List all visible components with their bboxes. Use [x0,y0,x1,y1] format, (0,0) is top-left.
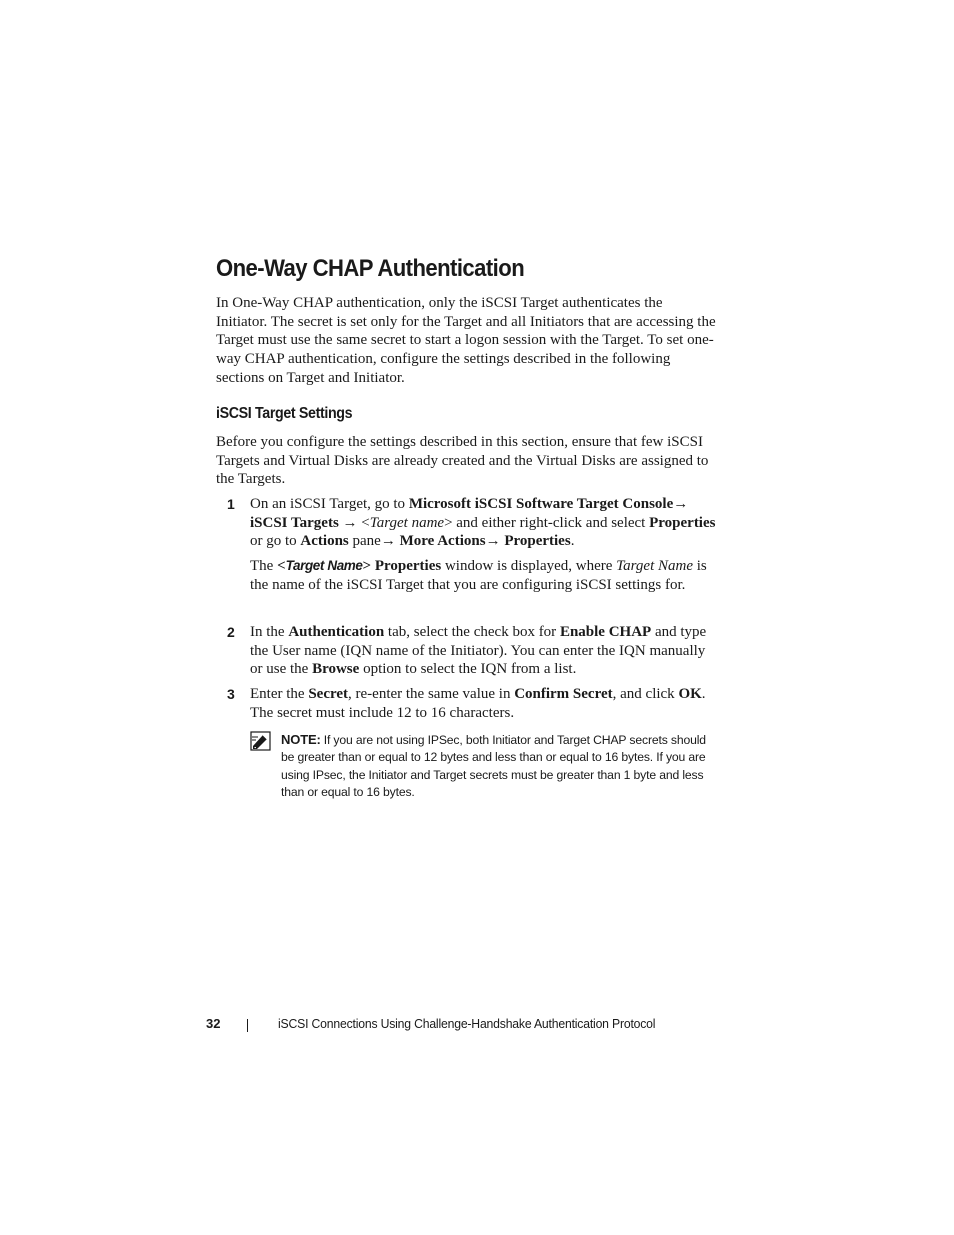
step-1-number: 1 [227,496,235,512]
footer-separator [247,1019,248,1032]
step-3-text: Enter the Secret, re-enter the same value in Confirm Secret, and click OK. The secret must include 12 to 16 characters. [250,686,706,721]
note-label: NOTE: [281,732,321,747]
step-2-text: In the Authentication tab, select the check box for Enable CHAP and type the User name (IQN name of the Initiator). You can enter the IQN manually or use the Browse option to select the IQN from a list. [250,624,707,678]
subsection-intro: Before you configure the settings described in this section, ensure that few iSCSI Targets and Virtual Disks are already created and the Virtual Disks are assigned to the Targets. [216,434,709,488]
section-title: One-Way CHAP Authentication [216,255,525,282]
note-text: NOTE: If you are not using IPSec, both Initiator and Target CHAP secrets should be greater than or equal to 12 bytes and less than or equal to 16 bytes. If you are using IPsec, the Initiator and Target secrets must be greater than 1 byte and less than or equal to 16 bytes. [281,732,706,800]
step-1-text: On an iSCSI Target, go to Microsoft iSCSI Software Target Console→ iSCSI Targets → <Target name> and either right-click and select Properties or go to Actions pane→ More Actions→ Properties. [250,496,716,550]
step-2-number: 2 [227,624,235,640]
step-1-result: The <Target Name> Properties window is displayed, where Target Name is the name of the iSCSI Target that you are configuring iSCSI settings for. [250,558,707,593]
subsection-title: iSCSI Target Settings [216,405,353,422]
section-intro: In One-Way CHAP authentication, only the iSCSI Target authenticates the Initiator. The secret is set only for the Target and all Initiators that are accessing the Target must use the same secret to start a logon session with the Target. To set one-way CHAP authentication, configure the settings described in the following sections on Target and Initiator. [216,295,716,386]
page-number: 32 [206,1016,221,1031]
footer-chapter-title: iSCSI Connections Using Challenge-Handshake Authentication Protocol [278,1016,656,1031]
note-pencil-icon [250,731,271,751]
step-3-number: 3 [227,686,235,702]
